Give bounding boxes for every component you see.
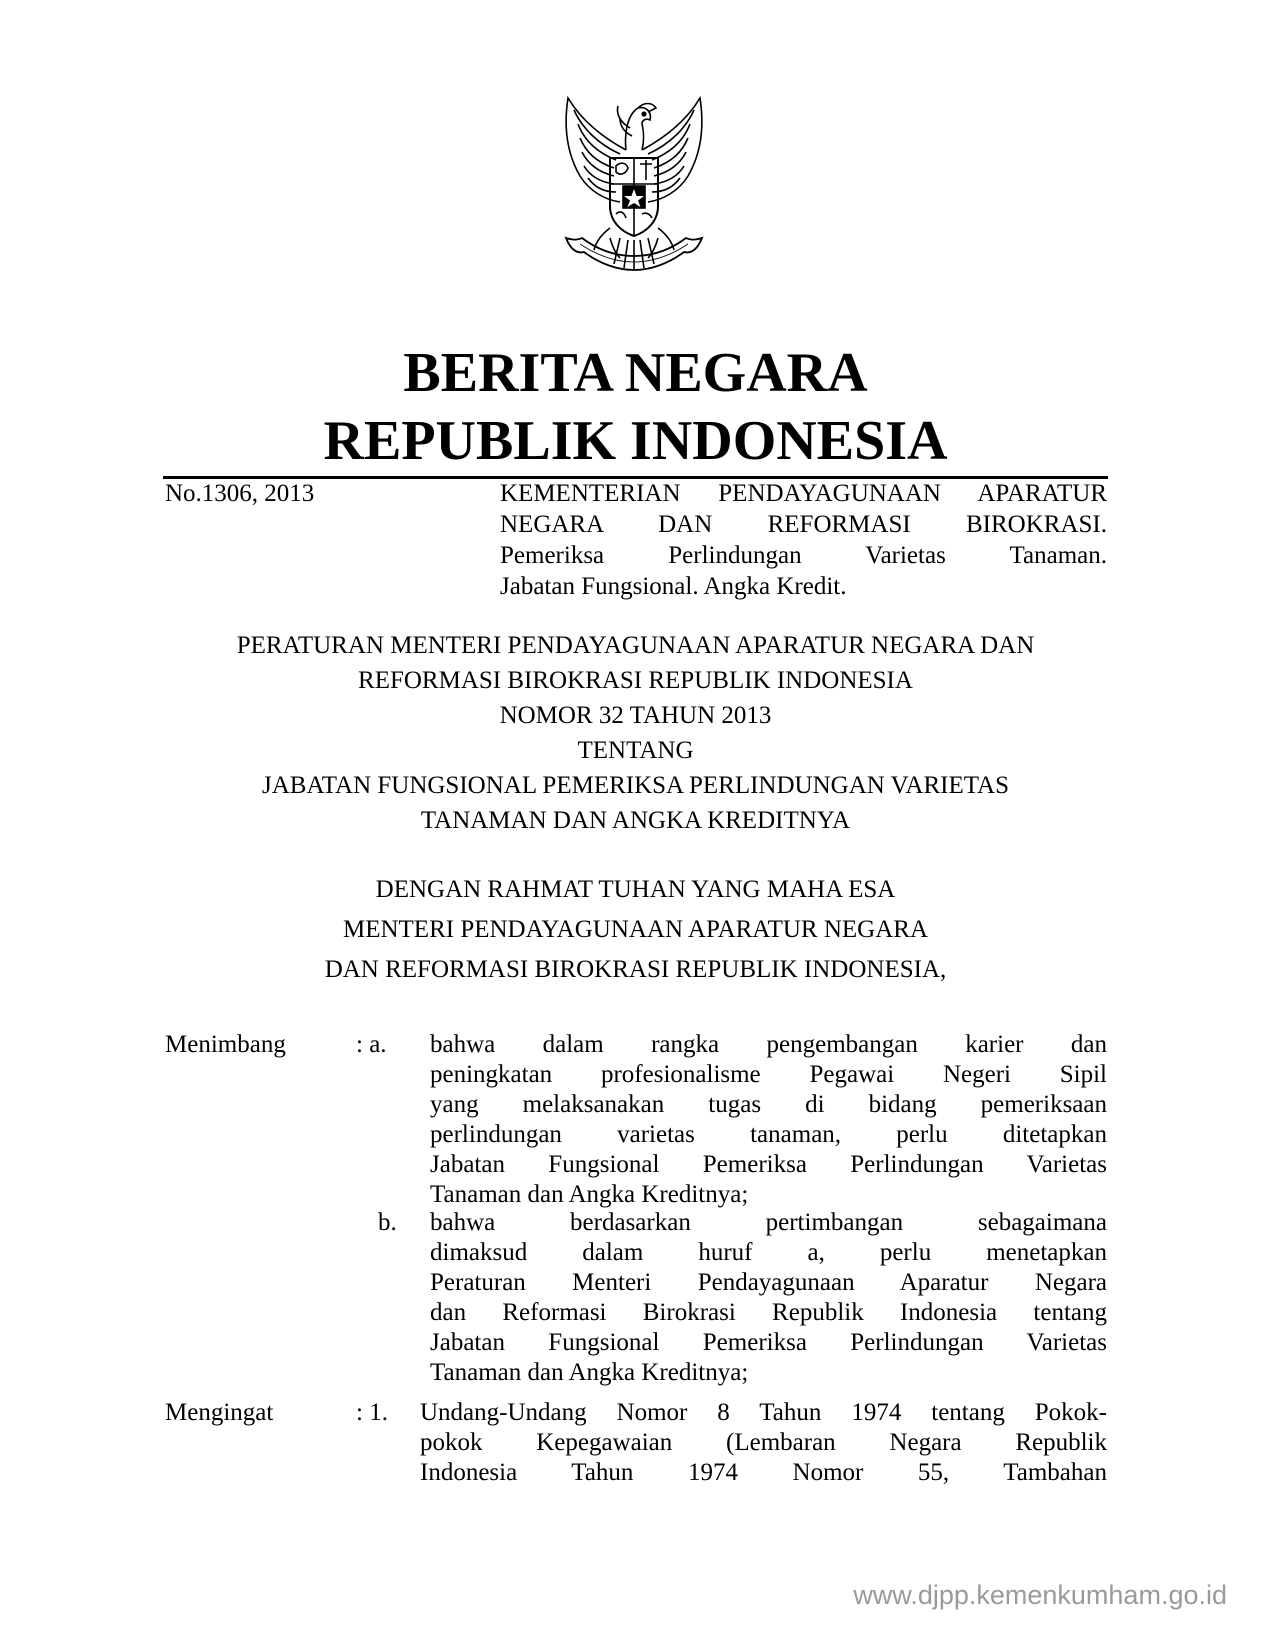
- menimbang-label: Menimbang: [165, 1031, 286, 1058]
- menimbang-b-marker: b.: [378, 1209, 397, 1236]
- clause-line: Peraturan Menteri Pendayagunaan Aparatur Negara: [430, 1269, 1107, 1296]
- title-line: JABATAN FUNGSIONAL PEMERIKSA PERLINDUNGAN VARIETAS: [262, 772, 1009, 799]
- menimbang-a-marker: : a.: [356, 1031, 387, 1058]
- menimbang-a-text: [430, 1030, 1107, 1210]
- clause-line: Tanaman dan Angka Kreditnya;: [430, 1359, 749, 1386]
- subject-line: Pemeriksa Perlindungan Varietas Tanaman.: [500, 542, 1107, 569]
- clause-line: peningkatan profesionalisme Pegawai Negeri Sipil: [430, 1061, 1107, 1088]
- mengingat-1-text: [420, 1398, 1107, 1488]
- opening-line: DENGAN RAHMAT TUHAN YANG MAHA ESA: [375, 876, 896, 903]
- title-line: PERATURAN MENTERI PENDAYAGUNAAN APARATUR NEGARA DAN: [236, 632, 1035, 659]
- clause-line: perlindungan varietas tanaman, perlu ditetapkan: [430, 1121, 1107, 1148]
- garuda-pancasila-emblem-icon: [540, 88, 728, 288]
- masthead-line-1: BERITA NEGARA: [403, 342, 868, 404]
- opening-line: DAN REFORMASI BIROKRASI REPUBLIK INDONESIA,: [324, 956, 947, 983]
- title-line: TENTANG: [577, 737, 694, 764]
- clause-line: bahwa dalam rangka pengembangan karier dan: [430, 1031, 1107, 1058]
- clause-line: Undang-Undang Nomor 8 Tahun 1974 tentang Pokok-: [420, 1399, 1107, 1426]
- mengingat-label: Mengingat: [165, 1399, 274, 1426]
- clause-line: dimaksud dalam huruf a, perlu menetapkan: [430, 1239, 1107, 1266]
- clause-line: bahwa berdasarkan pertimbangan sebagaimana: [430, 1209, 1107, 1236]
- title-line: NOMOR 32 TAHUN 2013: [499, 702, 772, 729]
- clause-line: yang melaksanakan tugas di bidang pemeriksaan: [430, 1091, 1107, 1118]
- clause-line: Tanaman dan Angka Kreditnya;: [430, 1181, 749, 1208]
- subject-line: Jabatan Fungsional. Angka Kredit.: [500, 573, 847, 600]
- subject-line: NEGARA DAN REFORMASI BIROKRASI.: [500, 511, 1107, 538]
- opening-formula: [163, 870, 1108, 990]
- mengingat-1-marker: : 1.: [356, 1399, 388, 1426]
- source-watermark: www.djpp.kemenkumham.go.id: [853, 1580, 1227, 1610]
- gazette-subject: [500, 478, 1107, 602]
- title-line: TANAMAN DAN ANGKA KREDITNYA: [420, 807, 851, 834]
- clause-line: pokok Kepegawaian (Lembaran Negara Republik: [420, 1429, 1107, 1456]
- menimbang-b-text: [430, 1208, 1107, 1388]
- opening-line: MENTERI PENDAYAGUNAAN APARATUR NEGARA: [342, 916, 928, 943]
- masthead-line-2: REPUBLIK INDONESIA: [323, 410, 948, 472]
- subject-line: KEMENTERIAN PENDAYAGUNAAN APARATUR: [500, 480, 1107, 507]
- title-line: REFORMASI BIROKRASI REPUBLIK INDONESIA: [358, 667, 913, 694]
- regulation-title: [163, 628, 1108, 838]
- clause-line: Jabatan Fungsional Pemeriksa Perlindungan Varietas: [430, 1151, 1107, 1178]
- clause-line: dan Reformasi Birokrasi Republik Indonesia tentang: [430, 1299, 1107, 1326]
- clause-line: Jabatan Fungsional Pemeriksa Perlindungan Varietas: [430, 1329, 1107, 1356]
- clause-line: Indonesia Tahun 1974 Nomor 55, Tambahan: [420, 1459, 1107, 1486]
- gazette-number: No.1306, 2013: [165, 480, 315, 507]
